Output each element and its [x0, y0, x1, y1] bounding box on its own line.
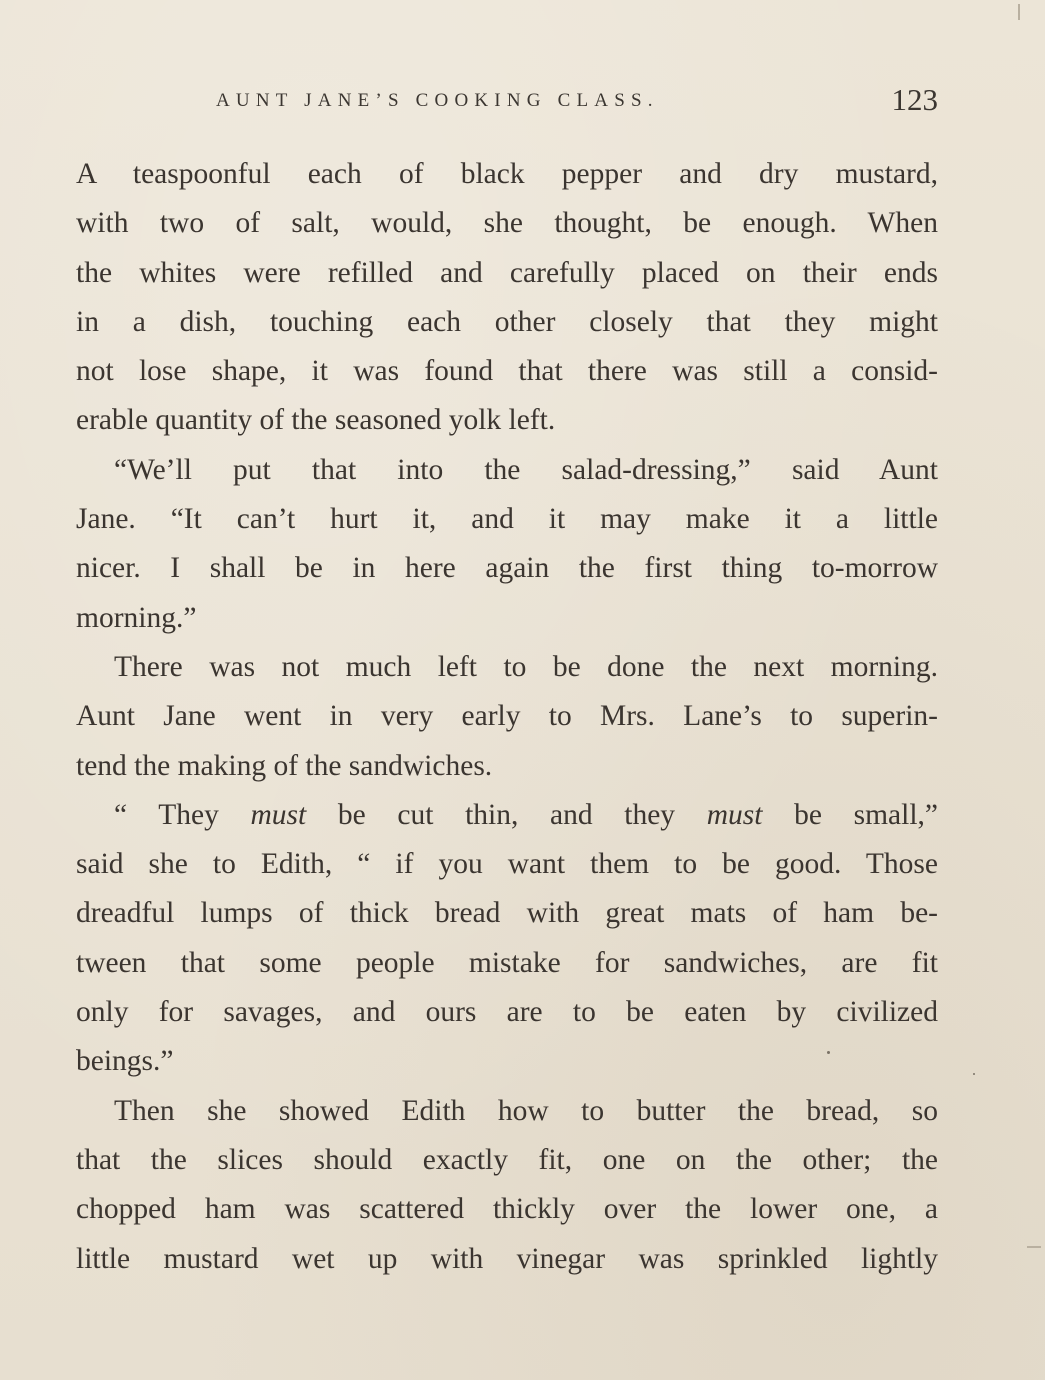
edge-mark — [1027, 1246, 1041, 1248]
edge-mark — [1018, 4, 1020, 20]
paragraph-first-line: There was not much left to be done the next morning. — [114, 650, 938, 683]
text-line: nicer. I shall be in here again the first thing to-morrow — [76, 552, 938, 585]
ink-speck — [973, 1073, 975, 1075]
page-number: 123 — [891, 82, 938, 117]
body-text — [76, 150, 938, 1284]
text-line: tween that some people mistake for sandwiches, are fit — [76, 946, 938, 979]
paragraph-first-line: Then she showed Edith how to butter the bread, so — [114, 1094, 938, 1127]
text-line: the whites were refilled and carefully placed on their ends — [76, 256, 938, 289]
text-line: only for savages, and ours are to be eaten by civilized — [76, 996, 938, 1029]
italic-emphasis: must — [250, 798, 307, 831]
text-line: A teaspoonful each of black pepper and dry mustard, — [76, 158, 938, 190]
text-line: Jane. “It can’t hurt it, and it may make it a little — [76, 503, 938, 536]
paragraph-end-line: tend the making of the sandwiches. — [76, 749, 493, 782]
text-line: in a dish, touching each other closely that they might — [76, 305, 938, 338]
running-title: AUNT JANE’S COOKING CLASS. — [216, 90, 659, 111]
paragraph-end-line: morning.” — [76, 601, 197, 634]
paragraph-first-line — [76, 791, 938, 840]
running-header — [76, 82, 938, 122]
quote-close-text: be small,” — [762, 798, 938, 831]
text-line: with two of salt, would, she thought, be enough. When — [76, 207, 938, 240]
paragraph-end-line: beings.” — [76, 1045, 174, 1078]
text-line: chopped ham was scattered thickly over the lower one, a — [76, 1193, 938, 1226]
text-line: Aunt Jane went in very early to Mrs. Lane’s to superin- — [76, 700, 938, 733]
text-line: not lose shape, it was found that there was still a consid- — [76, 355, 938, 388]
ink-speck — [827, 1051, 830, 1054]
paragraph-first-line: “We’ll put that into the salad-dressing,” said Aunt — [114, 453, 938, 486]
quote-open-text: “ They — [114, 798, 251, 831]
paragraph-end-line: erable quantity of the seasoned yolk left. — [76, 404, 556, 437]
text-line: dreadful lumps of thick bread with great mats of ham be- — [76, 897, 938, 930]
text-line: said she to Edith, “ if you want them to be good. Those — [76, 848, 938, 881]
text-line: that the slices should exactly fit, one on the other; the — [76, 1143, 938, 1176]
italic-emphasis: must — [706, 798, 763, 831]
text-line: little mustard wet up with vinegar was sprinkled lightly — [76, 1242, 938, 1275]
quote-mid-text: be cut thin, and they — [306, 798, 707, 831]
